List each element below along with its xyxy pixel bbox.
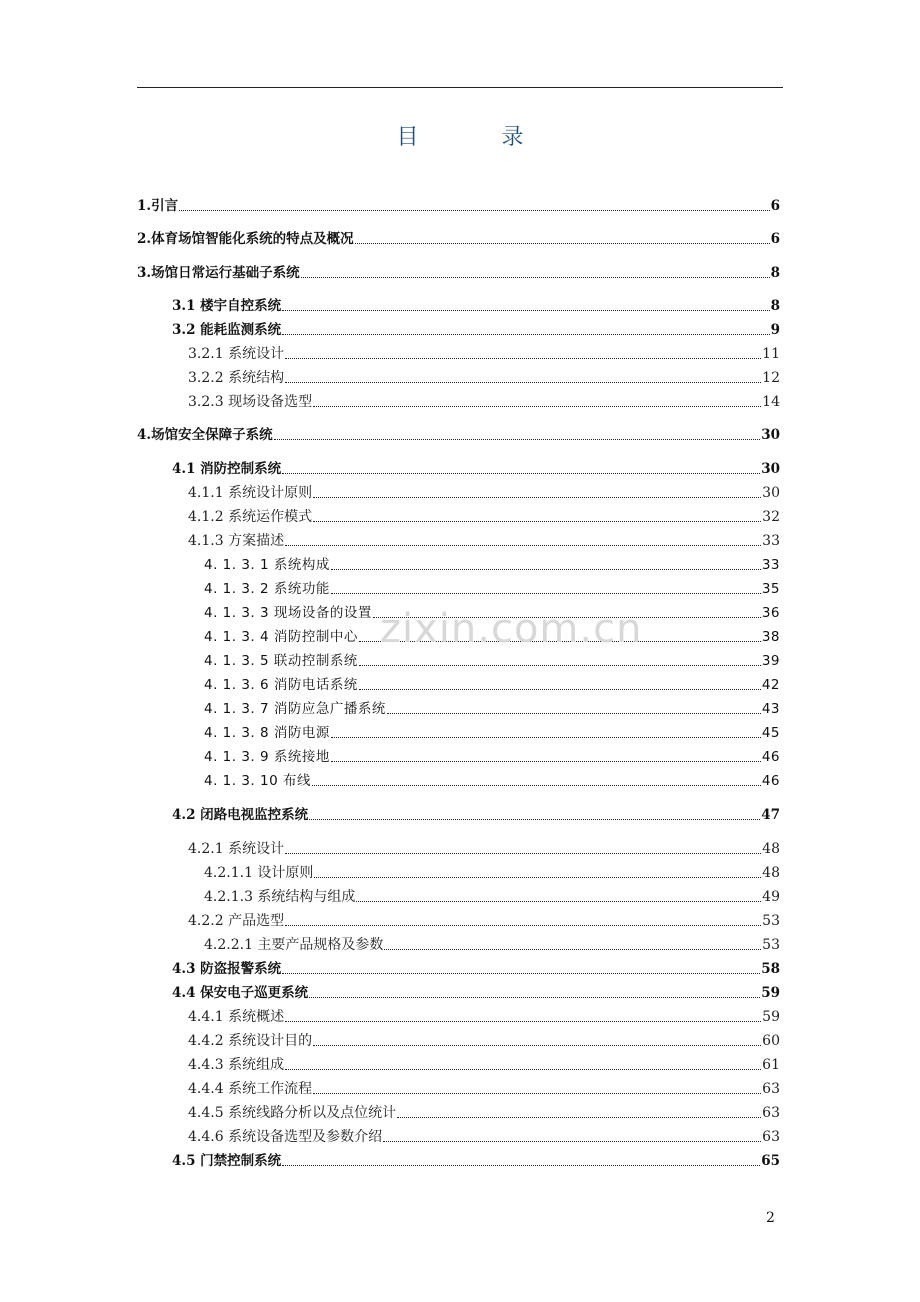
toc-entry-title: 4.2 闭路电视监控系统 [172,807,309,823]
toc-entry-page: 8 [770,298,780,314]
toc-leader-dots [313,406,761,407]
toc-entry-title: 3.2.3 现场设备选型 [188,394,313,410]
toc-entry[interactable] [172,960,780,978]
toc-entry[interactable] [204,676,780,694]
toc-entry[interactable] [204,628,780,646]
toc-entry-page: 11 [762,346,780,362]
toc-leader-dots [282,473,760,474]
toc-leader-dots [373,617,761,618]
toc-entry[interactable] [172,297,780,315]
toc-entry-page: 63 [762,1081,780,1097]
toc-entry-page: 8 [770,265,780,281]
toc-leader-dots [314,877,761,878]
toc-entry[interactable] [172,1152,780,1170]
toc-leader-dots [285,925,761,926]
toc-entry-page: 30 [762,485,780,501]
toc-entry-title: 4. 1. 3. 8 消防电源 [204,725,330,741]
toc-leader-dots [301,277,770,278]
toc-entry-title: 4.4.3 系统组成 [188,1057,285,1073]
toc-entry-page: 53 [762,913,780,929]
toc-leader-dots [331,569,761,570]
toc-entry-page: 48 [762,841,780,857]
toc-entry-page: 43 [761,701,780,717]
toc-entry[interactable] [172,460,780,478]
toc-entry[interactable] [188,1128,780,1146]
toc-entry-page: 32 [762,509,780,525]
toc-leader-dots [383,1141,761,1142]
toc-entry[interactable] [137,426,780,444]
toc-leader-dots [282,1165,760,1166]
toc-entry[interactable] [188,1080,780,1098]
toc-entry-title: 4.2.1 系统设计 [188,841,285,857]
toc-entry-page: 49 [762,889,780,905]
toc-entry-title: 1.引言 [137,198,179,214]
toc-entry-title: 3.2.2 系统结构 [188,370,285,386]
toc-entry-page: 42 [761,677,780,693]
toc-entry-page: 58 [761,961,780,977]
toc-entry-title: 4.4.4 系统工作流程 [188,1081,313,1097]
toc-leader-dots [282,310,769,311]
toc-entry-title: 4.4.5 系统线路分析以及点位统计 [188,1105,397,1121]
toc-entry[interactable] [188,1056,780,1074]
toc-entry[interactable] [188,345,780,363]
toc-entry-title: 4.4.1 系统概述 [188,1009,285,1025]
toc-entry[interactable] [188,532,780,550]
toc-entry-title: 3.1 楼宇自控系统 [172,298,282,314]
toc-entry-title: 4. 1. 3. 4 消防控制中心 [204,629,358,645]
toc-entry-page: 33 [762,533,780,549]
page-title: 目 录 [396,125,562,150]
toc-entry-title: 4.1 消防控制系统 [172,461,282,477]
toc-entry-title: 4. 1. 3. 2 系统功能 [204,581,330,597]
toc-leader-dots [359,689,761,690]
toc-entry-page: 6 [770,231,780,247]
toc-entry-page: 46 [761,773,780,789]
watermark: zixin.com.cn [380,606,643,652]
toc-entry-page: 39 [761,653,780,669]
toc-entry-title: 4. 1. 3. 10 布线 [204,773,311,789]
toc-entry-page: 46 [761,749,780,765]
toc-entry-title: 4.4 保安电子巡更系统 [172,985,309,1001]
toc-entry-title: 4.1.2 系统运作模式 [188,509,313,525]
toc-entry[interactable] [204,556,780,574]
toc-leader-dots [387,713,761,714]
toc-leader-dots [285,853,761,854]
toc-entry-title: 4. 1. 3. 5 联动控制系统 [204,653,358,669]
toc-entry-title: 4. 1. 3. 3 现场设备的设置 [204,605,372,621]
toc-entry-page: 61 [762,1057,780,1073]
toc-entry-page: 12 [762,370,780,386]
toc-entry-title: 4.1.1 系统设计原则 [188,485,313,501]
toc-entry[interactable] [204,772,780,790]
toc-entry-title: 4.场馆安全保障子系统 [137,427,273,443]
toc-entry-title: 4.4.6 系统设备选型及参数介绍 [188,1129,383,1145]
toc-entry-title: 3.2 能耗监测系统 [172,322,282,338]
toc-entry[interactable] [188,840,780,858]
toc-leader-dots [312,785,761,786]
toc-entry-title: 4.5 门禁控制系统 [172,1153,282,1169]
toc-entry-page: 65 [761,1153,780,1169]
toc-entry-title: 4. 1. 3. 7 消防应急广播系统 [204,701,386,717]
toc-entry-page: 60 [762,1033,780,1049]
toc-leader-dots [285,1021,761,1022]
toc-leader-dots [331,761,761,762]
toc-entry-page: 45 [761,725,780,741]
toc-entry[interactable] [204,936,780,954]
toc-leader-dots [331,737,761,738]
toc-entry-page: 9 [770,322,780,338]
toc-entry-title: 4. 1. 3. 9 系统接地 [204,749,330,765]
toc-leader-dots [313,521,761,522]
toc-entry[interactable] [137,197,780,215]
toc-leader-dots [179,210,770,211]
toc-entry-page: 59 [762,1009,780,1025]
toc-entry[interactable] [137,230,780,248]
toc-entry[interactable] [172,321,780,339]
toc-entry[interactable] [188,1008,780,1026]
toc-entry[interactable] [172,984,780,1002]
toc-leader-dots [356,901,761,902]
toc-leader-dots [397,1117,761,1118]
toc-entry[interactable] [188,484,780,502]
toc-entry-title: 4.2.1.1 设计原则 [204,865,314,881]
toc-leader-dots [274,439,761,440]
toc-leader-dots [355,243,770,244]
toc-entry[interactable] [188,393,780,411]
toc-entry-title: 4. 1. 3. 1 系统构成 [204,557,330,573]
toc-leader-dots [285,358,761,359]
toc-entry-page: 53 [762,937,780,953]
toc-entry-page: 30 [761,461,780,477]
toc-entry[interactable] [204,864,780,882]
toc-entry[interactable] [188,508,780,526]
toc-entry-title: 3.2.1 系统设计 [188,346,285,362]
toc-entry-page: 63 [762,1105,780,1121]
toc-leader-dots [313,1093,761,1094]
toc-entry-title: 4.3 防盗报警系统 [172,961,282,977]
toc-entry-title: 4.2.1.3 系统结构与组成 [204,889,356,905]
toc-entry-title: 4.2.2 产品选型 [188,913,285,929]
toc-entry[interactable] [204,700,780,718]
toc-leader-dots [285,382,761,383]
toc-entry-title: 3.场馆日常运行基础子系统 [137,265,300,281]
toc-leader-dots [359,665,761,666]
toc-entry-page: 38 [761,629,780,645]
toc-entry-page: 48 [762,865,780,881]
toc-leader-dots [309,997,760,998]
toc-entry-page: 33 [761,557,780,573]
toc-entry[interactable] [172,806,780,824]
toc-entry-page: 30 [761,427,780,443]
toc-entry-title: 2.体育场馆智能化系统的特点及概况 [137,231,354,247]
toc-entry[interactable] [188,369,780,387]
toc-leader-dots [282,973,760,974]
toc-leader-dots [331,593,761,594]
toc-entry-title: 4. 1. 3. 6 消防电话系统 [204,677,358,693]
toc-leader-dots [309,819,760,820]
toc-leader-dots [285,1069,761,1070]
toc-leader-dots [282,334,769,335]
toc-entry-page: 59 [761,985,780,1001]
toc-entry-page: 36 [761,605,780,621]
toc-entry-page: 14 [762,394,780,410]
toc-leader-dots [359,641,761,642]
toc-entry-title: 4.2.2.1 主要产品规格及参数 [204,937,384,953]
toc-entry-title: 4.1.3 方案描述 [188,533,285,549]
toc-leader-dots [313,1045,761,1046]
toc-leader-dots [384,949,761,950]
toc-leader-dots [285,545,761,546]
toc-entry[interactable] [137,264,780,282]
toc-entry[interactable] [188,1104,780,1122]
toc-entry[interactable] [204,580,780,598]
toc-entry-page: 6 [770,198,780,214]
toc-entry[interactable] [204,652,780,670]
toc-entry-title: 4.4.2 系统设计目的 [188,1033,313,1049]
toc-entry[interactable] [204,724,780,742]
toc-entry[interactable] [204,748,780,766]
toc-entry-page: 47 [761,807,780,823]
toc-entry[interactable] [204,888,780,906]
toc-leader-dots [313,497,761,498]
toc-entry-page: 35 [761,581,780,597]
page-number: 2 [766,1210,775,1226]
toc-entry[interactable] [204,604,780,622]
toc-entry[interactable] [188,1032,780,1050]
toc-entry[interactable] [188,912,780,930]
toc-entry-page: 63 [762,1129,780,1145]
